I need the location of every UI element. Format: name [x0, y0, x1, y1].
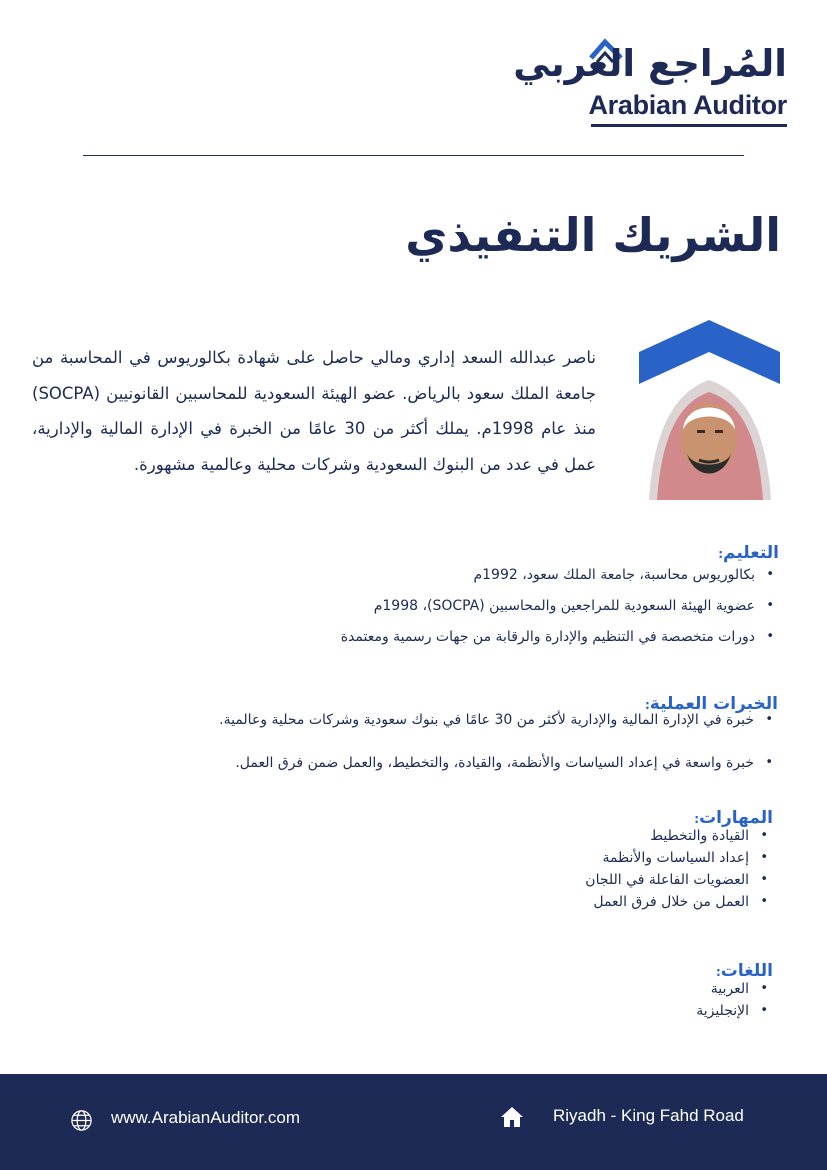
- website-link[interactable]: www.ArabianAuditor.com: [111, 1108, 300, 1127]
- logo-english-text: Arabian Auditor: [588, 90, 787, 120]
- list-item: • دورات متخصصة في التنظيم والإدارة والرقابة من جهات رسمية ومعتمدة: [341, 629, 782, 660]
- list-item: • العضويات الفاعلة في اللجان: [585, 872, 776, 894]
- section-title: المهارات:: [694, 808, 773, 828]
- logo: [513, 36, 789, 130]
- section-title: اللغات:: [715, 961, 773, 981]
- list-item: • العربية: [696, 981, 776, 1003]
- logo-underline: [591, 124, 787, 127]
- list-item: • العمل من خلال فرق العمل: [585, 894, 776, 916]
- list-item: • القيادة والتخطيط: [585, 828, 776, 850]
- skills-section: [585, 808, 773, 916]
- list-item: • خبرة في الإدارة المالية والإدارية لأكثر من 30 عامًا في بنوك سعودية وشركات محلية وعالمية.: [219, 712, 781, 755]
- list-item: • خبرة واسعة في إعداد السياسات والأنظمة، والقيادة، والتخطيط، والعمل ضمن فرق العمل.: [219, 755, 781, 786]
- globe-icon: [70, 1109, 93, 1132]
- home-icon: [500, 1106, 524, 1128]
- profile-photo: [639, 320, 780, 500]
- page-title: الشريك التنفيذي: [405, 208, 781, 262]
- section-title: الخبرات العملية:: [644, 694, 778, 714]
- education-section: [341, 543, 779, 660]
- list-item: • عضوية الهيئة السعودية للمراجعين والمحاسبين (SOCPA)، 1998م: [341, 598, 782, 629]
- bio-paragraph: ناصر عبدالله السعد إداري ومالي حاصل على شهادة بكالوريوس في المحاسبة من جامعة الملك سعود بالرياض. عضو الهيئة السعودية للمحاسبين القانونيين (SOCPA) منذ عام 1998م. يملك أكثر من 30 عامًا من الخبرة في الإدارة المالية والإدارية، عمل في عدد من البنوك السعودية وشركات محلية وعالمية مشهورة.: [32, 348, 596, 474]
- footer: [0, 1074, 827, 1170]
- languages-section: [696, 961, 773, 1025]
- list-item: • الإنجليزية: [696, 1003, 776, 1025]
- list-item: • بكالوريوس محاسبة، جامعة الملك سعود، 1992م: [341, 567, 782, 598]
- list-item: • إعداد السياسات والأنظمة: [585, 850, 776, 872]
- experience-section: [219, 694, 778, 786]
- header-divider: [83, 155, 744, 156]
- logo-arabic-text: المُراجع العربي: [513, 42, 787, 85]
- section-title: التعليم:: [718, 543, 779, 563]
- address-text: Riyadh - King Fahd Road: [553, 1106, 744, 1125]
